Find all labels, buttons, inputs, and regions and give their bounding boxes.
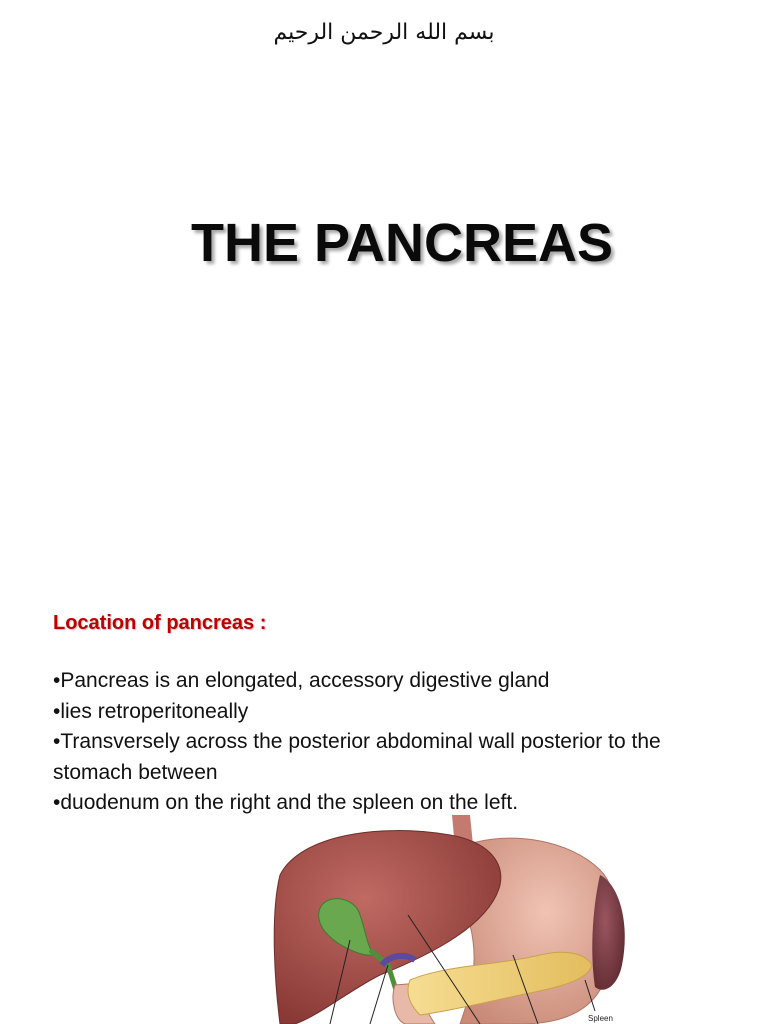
basmala-header: بسم الله الرحمن الرحيم xyxy=(273,20,495,45)
bullet-item: •Pancreas is an elongated, accessory digestive gland xyxy=(53,669,550,692)
bullet-item: •Transversely across the posterior abdominal wall posterior to the stomach between xyxy=(53,730,661,784)
location-section xyxy=(53,612,743,819)
slide-title: THE PANCREAS xyxy=(190,213,614,273)
section-heading: Location of pancreas : xyxy=(53,612,267,634)
spleen xyxy=(592,875,624,990)
bullet-list xyxy=(53,666,743,819)
pancreas-anatomy-illustration xyxy=(270,815,630,1024)
bullet-item: •lies retroperitoneally xyxy=(53,699,249,723)
spleen-label: Spleen xyxy=(588,1014,613,1023)
bullet-item: •duodenum on the right and the spleen on the left. xyxy=(53,791,519,814)
